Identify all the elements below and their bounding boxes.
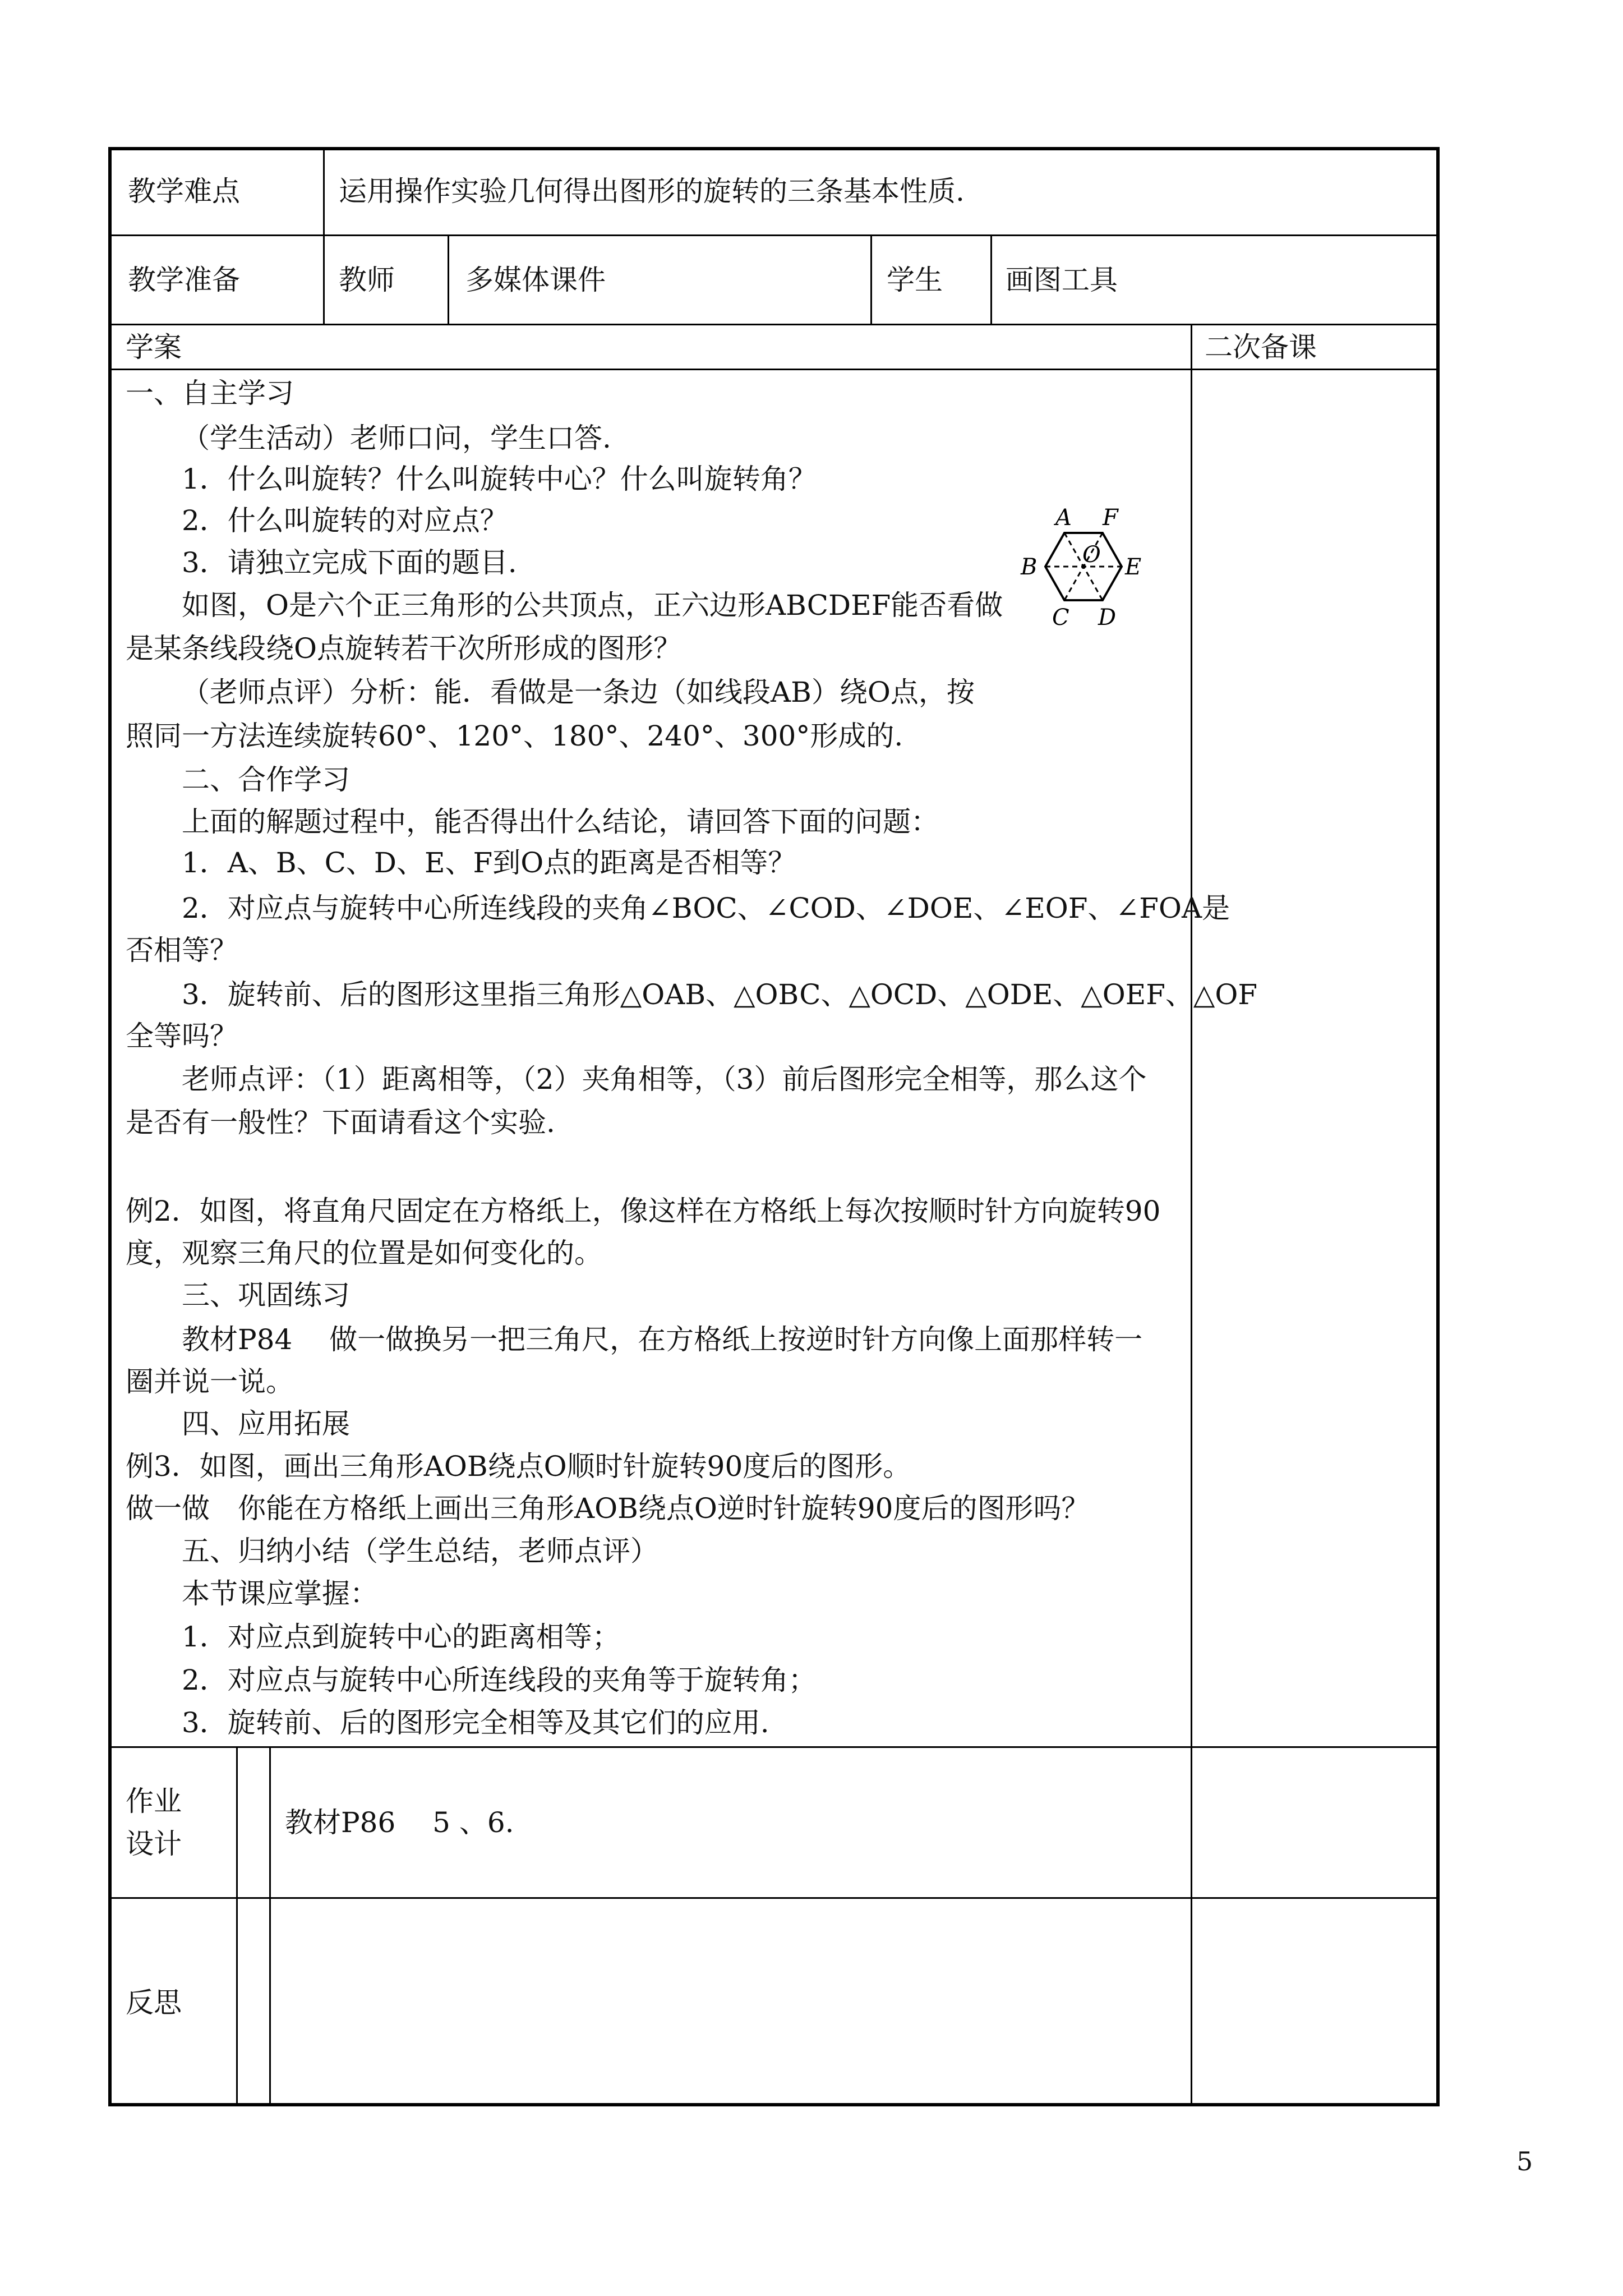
reflection-label: 反思 bbox=[126, 1986, 182, 2019]
column-divider bbox=[269, 1746, 271, 2106]
lesson-line: 如图，O是六个正三角形的公共顶点，正六边形ABCDEF能否看做 bbox=[182, 589, 1003, 622]
page-number: 5 bbox=[1516, 2146, 1533, 2177]
difficulty-label: 教学难点 bbox=[128, 175, 240, 208]
column-divider bbox=[990, 234, 992, 324]
label-d: D bbox=[1098, 605, 1117, 631]
column-divider bbox=[870, 234, 872, 324]
label-a: A bbox=[1055, 505, 1072, 531]
label-b: B bbox=[1021, 554, 1038, 580]
lesson-line: 做一做 你能在方格纸上画出三角形AOB绕点O逆时针旋转90度后的图形吗？ bbox=[126, 1492, 1090, 1525]
lesson-line: 3．旋转前、后的图形这里指三角形△OAB、△OBC、△OCD、△ODE、△OEF、△OF bbox=[182, 978, 1258, 1011]
label-o: O bbox=[1082, 542, 1101, 568]
label-c: C bbox=[1052, 605, 1069, 631]
label-e: E bbox=[1125, 554, 1142, 580]
difficulty-text: 运用操作实验几何得出图形的旋转的三条基本性质. bbox=[339, 175, 965, 208]
section-summary: 五、归纳小结（学生总结，老师点评） bbox=[182, 1535, 658, 1567]
lesson-line: 1．什么叫旋转？什么叫旋转中心？什么叫旋转角？ bbox=[182, 463, 817, 495]
section-self-study: 一、自主学习 bbox=[126, 377, 294, 409]
homework-label-line2: 设计 bbox=[126, 1828, 182, 1860]
plan-column-label: 学案 bbox=[126, 331, 182, 364]
lesson-line: （学生活动）老师口问，学生口答. bbox=[182, 422, 611, 454]
hexagon-figure bbox=[1004, 505, 1195, 684]
column-divider bbox=[323, 147, 325, 324]
label-f: F bbox=[1103, 505, 1118, 531]
lesson-line: 教材P84 做一做换另一把三角尺，在方格纸上按逆时针方向像上面那样转一 bbox=[182, 1323, 1143, 1356]
lesson-line: （老师点评）分析：能．看做是一条边（如线段AB）绕O点，按 bbox=[182, 676, 975, 708]
row-divider bbox=[108, 234, 1440, 236]
section-cooperative: 二、合作学习 bbox=[182, 763, 350, 796]
lesson-line: 老师点评：（1）距离相等，（2）夹角相等，（3）前后图形完全相等，那么这个 bbox=[182, 1063, 1147, 1096]
lesson-line: 度，观察三角尺的位置是如何变化的。 bbox=[126, 1237, 602, 1269]
lesson-line: 否相等？ bbox=[126, 934, 238, 967]
column-divider bbox=[236, 1746, 238, 2106]
lesson-line: 3．旋转前、后的图形完全相等及其它们的应用. bbox=[182, 1706, 769, 1739]
lesson-line: 2．对应点与旋转中心所连线段的夹角等于旋转角； bbox=[182, 1664, 817, 1696]
section-application: 四、应用拓展 bbox=[182, 1407, 350, 1440]
example-3: 例3．如图，画出三角形AOB绕点O顺时针旋转90度后的图形。 bbox=[126, 1450, 911, 1483]
example-2: 例2．如图，将直角尺固定在方格纸上，像这样在方格纸上每次按顺时针方向旋转90 bbox=[126, 1195, 1161, 1227]
lesson-line: 本节课应掌握： bbox=[182, 1577, 378, 1610]
homework-label-line1: 作业 bbox=[126, 1785, 182, 1818]
column-divider bbox=[448, 234, 449, 324]
row-divider bbox=[108, 1897, 1440, 1899]
row-divider bbox=[108, 1746, 1440, 1748]
lesson-line: 2．对应点与旋转中心所连线段的夹角∠BOC、∠COD、∠DOE、∠EOF、∠FOA是 bbox=[182, 892, 1230, 924]
lesson-line: 2．什么叫旋转的对应点？ bbox=[182, 504, 508, 537]
homework-text: 教材P86 5 、6. bbox=[285, 1806, 514, 1839]
teacher-label: 教师 bbox=[339, 264, 395, 296]
row-divider bbox=[108, 369, 1440, 370]
lesson-line: 1．A、B、C、D、E、F到O点的距离是否相等？ bbox=[182, 846, 796, 879]
lesson-line: 3．请独立完成下面的题目. bbox=[182, 546, 517, 579]
student-value: 画图工具 bbox=[1006, 264, 1118, 296]
teacher-value: 多媒体课件 bbox=[465, 264, 606, 296]
section-practice: 三、巩固练习 bbox=[182, 1279, 350, 1312]
row-divider bbox=[108, 324, 1440, 325]
lesson-line: 全等吗？ bbox=[126, 1020, 238, 1052]
lesson-line: 是否有一般性？下面请看这个实验. bbox=[126, 1106, 555, 1139]
preparation-label: 教学准备 bbox=[128, 264, 240, 296]
lesson-line: 圈并说一说。 bbox=[126, 1365, 294, 1398]
lesson-line: 是某条线段绕O点旋转若干次所形成的图形？ bbox=[126, 632, 681, 665]
student-label: 学生 bbox=[887, 264, 943, 296]
second-prep-column-label: 二次备课 bbox=[1205, 331, 1317, 364]
lesson-line: 1．对应点到旋转中心的距离相等； bbox=[182, 1621, 620, 1653]
lesson-line: 照同一方法连续旋转60°、120°、180°、240°、300°形成的. bbox=[126, 720, 903, 752]
lesson-line: 上面的解题过程中，能否得出什么结论，请回答下面的问题： bbox=[182, 806, 939, 838]
